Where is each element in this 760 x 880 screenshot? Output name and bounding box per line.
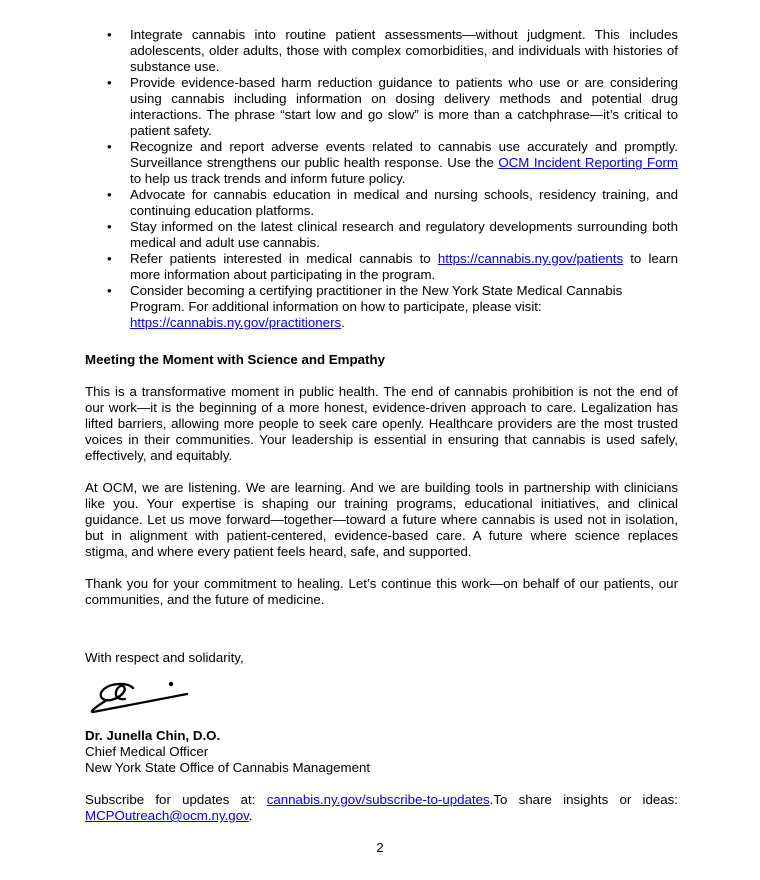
- bullet-item: [85, 219, 678, 251]
- bullet-item: [85, 139, 678, 187]
- text-run: Subscribe for updates at:: [85, 792, 267, 807]
- text-run: .To share insights or ideas:: [489, 792, 678, 807]
- section-heading: Meeting the Moment with Science and Empathy: [85, 352, 385, 367]
- bullet-text: [130, 219, 678, 251]
- text-run: .: [248, 808, 253, 823]
- signer-name: Dr. Junella Chin, D.O.: [85, 728, 221, 743]
- hyperlink[interactable]: https://cannabis.ny.gov/patients: [437, 251, 624, 266]
- hyperlink[interactable]: https://cannabis.ny.gov/practitioners: [130, 315, 342, 330]
- bullet-icon: •: [107, 75, 112, 90]
- text-run: to learn more information about participating in the program.: [130, 251, 679, 282]
- bullet-text: [130, 75, 678, 139]
- bullet-text: [130, 283, 678, 331]
- bullet-icon: •: [107, 219, 112, 234]
- text-run: Refer patients interested in medical cannabis to: [130, 251, 438, 266]
- text-run: Advocate for cannabis education in medical and nursing schools, residency training, and continuing education platforms.: [130, 187, 678, 218]
- text-run: Consider becoming a certifying practitioner in the New York State Medical Cannabis Program. For additional information on how to participate, please visit:: [130, 283, 623, 314]
- text-run: Recognize and report adverse events related to cannabis use accurately and promptly. Surveillance strengthens our public health response. Use the: [130, 139, 678, 170]
- text-run: Thank you for your commitment to healing. Let’s continue this work—on behalf of our patients, our communities, and the future of medicine.: [85, 576, 678, 607]
- bullet-icon: •: [107, 139, 112, 154]
- text-run: At OCM, we are listening. We are learning. And we are building tools in partnership with clinicians like you. Your expertise is shaping our training programs, educational initiatives, and clinical guidance. Let us move forward—together—toward a future where cannabis is used not in isolation, but in alignment with patient-centered, evidence-based care. A future where science replaces stigma, and where every patient feels heard, safe, and supported.: [85, 480, 678, 559]
- paragraph: [85, 384, 678, 464]
- text-run: Stay informed on the latest clinical research and regulatory developments surrounding both medical and adult use cannabis.: [130, 219, 678, 250]
- hyperlink[interactable]: MCPOutreach@ocm.ny.gov: [85, 808, 249, 823]
- signer-title: Chief Medical Officer: [85, 744, 209, 759]
- bullet-item: [85, 187, 678, 219]
- bullet-text: [130, 27, 678, 75]
- paragraph: [85, 480, 678, 560]
- text-run: This is a transformative moment in public health. The end of cannabis prohibition is not the end of our work—it is the beginning of a more honest, evidence-driven approach to care. Legalization has lifted barriers, allowing more people to seek care openly. Healthcare providers are the most trusted voices in their communities. Your leadership is essential in ensuring that cannabis is used safely, effectively, and equitably.: [85, 384, 678, 463]
- bullet-icon: •: [107, 187, 112, 202]
- paragraph: [85, 576, 678, 608]
- body-paragraphs: [85, 384, 678, 608]
- closing-line: With respect and solidarity,: [85, 650, 244, 665]
- bullet-item: [85, 251, 678, 283]
- bullet-icon: •: [107, 251, 112, 266]
- subscribe-line: [85, 792, 678, 824]
- text-run: .: [341, 315, 345, 330]
- hyperlink[interactable]: cannabis.ny.gov/subscribe-to-updates: [266, 792, 490, 807]
- bullet-text: [130, 139, 678, 187]
- page-number: 2: [376, 840, 384, 855]
- signer-org: New York State Office of Cannabis Management: [85, 760, 371, 775]
- bullet-item: [85, 283, 678, 331]
- text-run: Provide evidence-based harm reduction guidance to patients who use or are considering using cannabis including information on dosing delivery methods and potential drug interactions. The phrase “start low and go slow” is more than a catchphrase—it’s critical to patient safety.: [130, 75, 678, 138]
- bullet-text: [130, 251, 678, 283]
- text-run: Integrate cannabis into routine patient assessments—without judgment. This includes adolescents, older adults, those with complex comorbidities, and individuals with histories of substance use.: [130, 27, 678, 74]
- hyperlink[interactable]: OCM Incident Reporting Form: [498, 155, 679, 170]
- signature-scrawl: [89, 678, 194, 716]
- text-run: to help us track trends and inform future policy.: [130, 171, 406, 186]
- bullet-item: [85, 75, 678, 139]
- bullet-icon: •: [107, 27, 112, 42]
- bullet-icon: •: [107, 283, 112, 298]
- bullet-text: [130, 187, 678, 219]
- bullet-list: [85, 27, 678, 331]
- bullet-item: [85, 27, 678, 75]
